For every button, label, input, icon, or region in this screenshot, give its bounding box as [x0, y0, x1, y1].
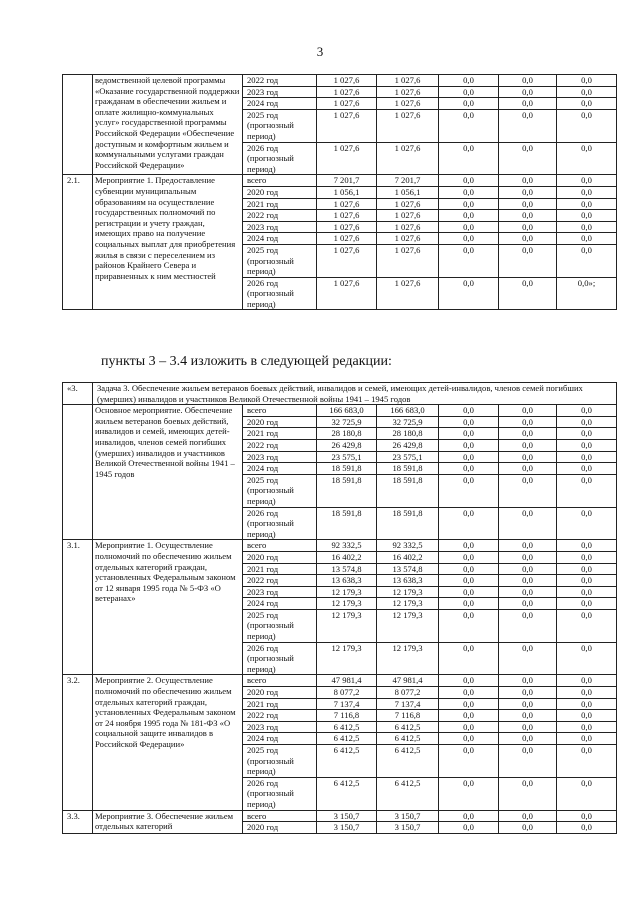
regional-budget-cell: 1 027,6	[377, 244, 439, 277]
federal-budget-cell: 0,0	[439, 98, 499, 110]
other-sources-cell: 0,0	[557, 810, 617, 822]
table-row	[63, 405, 617, 417]
period-cell: 2022 год	[243, 210, 317, 222]
item-number: 3.2.	[63, 675, 93, 810]
funding-table-task-3	[62, 382, 617, 834]
regional-budget-cell: 6 412,5	[377, 745, 439, 778]
other-sources-cell: 0,0	[557, 109, 617, 142]
period-cell: 2026 год (прогнозный период)	[243, 777, 317, 810]
regional-budget-cell: 1 027,6	[377, 109, 439, 142]
federal-budget-cell: 0,0	[439, 451, 499, 463]
item-name: ведомственной целевой программы «Оказание государственной поддержки гражданам в обеспечении жильем и оплате жилищно-коммунальных услуг» государственной программы Российской Федерации «Обеспечение доступным и комфортным жильем и коммунальными услугами граждан Российской Федерации»	[93, 75, 243, 175]
federal-budget-cell: 0,0	[439, 416, 499, 428]
local-budget-cell: 0,0	[499, 598, 557, 610]
local-budget-cell: 0,0	[499, 439, 557, 451]
other-sources-cell: 0,0	[557, 233, 617, 245]
total-cell: 1 027,6	[317, 221, 377, 233]
federal-budget-cell: 0,0	[439, 710, 499, 722]
regional-budget-cell: 1 027,6	[377, 233, 439, 245]
total-cell: 6 412,5	[317, 733, 377, 745]
regional-budget-cell: 3 150,7	[377, 810, 439, 822]
period-cell: 2024 год	[243, 463, 317, 475]
local-budget-cell: 0,0	[499, 777, 557, 810]
regional-budget-cell: 7 201,7	[377, 175, 439, 187]
local-budget-cell: 0,0	[499, 721, 557, 733]
other-sources-cell: 0,0	[557, 86, 617, 98]
item-number: 3.1.	[63, 540, 93, 675]
regional-budget-cell: 1 027,6	[377, 277, 439, 310]
other-sources-cell: 0,0	[557, 598, 617, 610]
other-sources-cell: 0,0	[557, 221, 617, 233]
table-row	[63, 810, 617, 822]
total-cell: 7 137,4	[317, 698, 377, 710]
total-cell: 6 412,5	[317, 745, 377, 778]
federal-budget-cell: 0,0	[439, 810, 499, 822]
local-budget-cell: 0,0	[499, 428, 557, 440]
regional-budget-cell: 47 981,4	[377, 675, 439, 687]
total-cell: 12 179,3	[317, 598, 377, 610]
task-description: Задача 3. Обеспечение жильем ветеранов боевых действий, инвалидов и семей, имеющих детей-инвалидов, членов семей погибших (умерших) инвалидов и участников Великой Отечественной войны 1941 – 1945 годов	[93, 383, 617, 405]
federal-budget-cell: 0,0	[439, 244, 499, 277]
period-cell: 2025 год (прогнозный период)	[243, 109, 317, 142]
federal-budget-cell: 0,0	[439, 75, 499, 87]
other-sources-cell: 0,0	[557, 575, 617, 587]
total-cell: 13 638,3	[317, 575, 377, 587]
other-sources-cell: 0,0	[557, 474, 617, 507]
total-cell: 26 429,8	[317, 439, 377, 451]
other-sources-cell: 0,0	[557, 675, 617, 687]
other-sources-cell: 0,0	[557, 244, 617, 277]
period-cell: 2022 год	[243, 575, 317, 587]
period-cell: 2023 год	[243, 86, 317, 98]
other-sources-cell: 0,0	[557, 416, 617, 428]
federal-budget-cell: 0,0	[439, 109, 499, 142]
period-cell: 2024 год	[243, 733, 317, 745]
total-cell: 18 591,8	[317, 474, 377, 507]
local-budget-cell: 0,0	[499, 109, 557, 142]
local-budget-cell: 0,0	[499, 733, 557, 745]
total-cell: 1 027,6	[317, 210, 377, 222]
total-cell: 18 591,8	[317, 507, 377, 540]
local-budget-cell: 0,0	[499, 98, 557, 110]
other-sources-cell: 0,0	[557, 507, 617, 540]
local-budget-cell: 0,0	[499, 540, 557, 552]
local-budget-cell: 0,0	[499, 710, 557, 722]
local-budget-cell: 0,0	[499, 586, 557, 598]
other-sources-cell: 0,0	[557, 609, 617, 642]
local-budget-cell: 0,0	[499, 575, 557, 587]
total-cell: 23 575,1	[317, 451, 377, 463]
regional-budget-cell: 26 429,8	[377, 439, 439, 451]
period-cell: 2021 год	[243, 698, 317, 710]
total-cell: 7 201,7	[317, 175, 377, 187]
total-cell: 12 179,3	[317, 586, 377, 598]
federal-budget-cell: 0,0	[439, 540, 499, 552]
federal-budget-cell: 0,0	[439, 687, 499, 699]
period-cell: 2021 год	[243, 563, 317, 575]
total-cell: 92 332,5	[317, 540, 377, 552]
period-cell: 2025 год (прогнозный период)	[243, 745, 317, 778]
total-cell: 1 027,6	[317, 109, 377, 142]
regional-budget-cell: 1 027,6	[377, 98, 439, 110]
regional-budget-cell: 18 591,8	[377, 474, 439, 507]
period-cell: 2023 год	[243, 451, 317, 463]
federal-budget-cell: 0,0	[439, 609, 499, 642]
other-sources-cell: 0,0	[557, 586, 617, 598]
regional-budget-cell: 12 179,3	[377, 642, 439, 675]
period-cell: 2020 год	[243, 687, 317, 699]
other-sources-cell: 0,0	[557, 186, 617, 198]
local-budget-cell: 0,0	[499, 142, 557, 175]
total-cell: 1 027,6	[317, 198, 377, 210]
period-cell: 2026 год (прогнозный период)	[243, 142, 317, 175]
other-sources-cell: 0,0	[557, 451, 617, 463]
federal-budget-cell: 0,0	[439, 198, 499, 210]
total-cell: 12 179,3	[317, 642, 377, 675]
federal-budget-cell: 0,0	[439, 210, 499, 222]
federal-budget-cell: 0,0	[439, 463, 499, 475]
total-cell: 1 027,6	[317, 142, 377, 175]
other-sources-cell: 0,0	[557, 721, 617, 733]
federal-budget-cell: 0,0	[439, 175, 499, 187]
federal-budget-cell: 0,0	[439, 186, 499, 198]
regional-budget-cell: 8 077,2	[377, 687, 439, 699]
period-cell: 2020 год	[243, 186, 317, 198]
item-name: Мероприятие 1. Осуществление полномочий по обеспечению жильем отдельных категорий граждан, установленных Федеральным законом от 12 января 1995 года № 5-ФЗ «О ветеранах»	[93, 540, 243, 675]
total-cell: 1 027,6	[317, 277, 377, 310]
item-name: Основное мероприятие. Обеспечение жильем ветеранов боевых действий, инвалидов и семей, имеющих детей-инвалидов, членов семей погибших (умерших) инвалидов и участников Великой Отечественной войны 1941 – 1945 годов	[93, 405, 243, 540]
federal-budget-cell: 0,0	[439, 598, 499, 610]
other-sources-cell: 0,0	[557, 98, 617, 110]
federal-budget-cell: 0,0	[439, 277, 499, 310]
regional-budget-cell: 6 412,5	[377, 733, 439, 745]
federal-budget-cell: 0,0	[439, 721, 499, 733]
federal-budget-cell: 0,0	[439, 233, 499, 245]
local-budget-cell: 0,0	[499, 822, 557, 834]
local-budget-cell: 0,0	[499, 698, 557, 710]
federal-budget-cell: 0,0	[439, 745, 499, 778]
local-budget-cell: 0,0	[499, 277, 557, 310]
other-sources-cell: 0,0	[557, 142, 617, 175]
federal-budget-cell: 0,0	[439, 733, 499, 745]
other-sources-cell: 0,0	[557, 563, 617, 575]
total-cell: 8 077,2	[317, 687, 377, 699]
regional-budget-cell: 12 179,3	[377, 609, 439, 642]
federal-budget-cell: 0,0	[439, 642, 499, 675]
table-row	[63, 75, 617, 87]
regional-budget-cell: 1 027,6	[377, 86, 439, 98]
local-budget-cell: 0,0	[499, 451, 557, 463]
local-budget-cell: 0,0	[499, 687, 557, 699]
item-number: 2.1.	[63, 175, 93, 310]
total-cell: 7 116,8	[317, 710, 377, 722]
federal-budget-cell: 0,0	[439, 428, 499, 440]
regional-budget-cell: 1 027,6	[377, 210, 439, 222]
total-cell: 18 591,8	[317, 463, 377, 475]
period-cell: всего	[243, 810, 317, 822]
funding-table-continued	[62, 74, 617, 310]
local-budget-cell: 0,0	[499, 210, 557, 222]
regional-budget-cell: 28 180,8	[377, 428, 439, 440]
regional-budget-cell: 7 137,4	[377, 698, 439, 710]
total-cell: 1 027,6	[317, 233, 377, 245]
task-row	[63, 383, 617, 405]
local-budget-cell: 0,0	[499, 416, 557, 428]
local-budget-cell: 0,0	[499, 563, 557, 575]
local-budget-cell: 0,0	[499, 507, 557, 540]
other-sources-cell: 0,0	[557, 642, 617, 675]
other-sources-cell: 0,0	[557, 75, 617, 87]
item-name: Мероприятие 2. Осуществление полномочий по обеспечению жильем отдельных категорий граждан, установленных Федеральным законом от 24 ноября 1995 года № 181-ФЗ «О социальной защите инвалидов в Российской Федерации»	[93, 675, 243, 810]
period-cell: 2024 год	[243, 233, 317, 245]
regional-budget-cell: 12 179,3	[377, 598, 439, 610]
total-cell: 6 412,5	[317, 721, 377, 733]
regional-budget-cell: 1 056,1	[377, 186, 439, 198]
period-cell: 2021 год	[243, 428, 317, 440]
other-sources-cell: 0,0	[557, 439, 617, 451]
federal-budget-cell: 0,0	[439, 439, 499, 451]
period-cell: 2022 год	[243, 75, 317, 87]
period-cell: 2025 год (прогнозный период)	[243, 474, 317, 507]
regional-budget-cell: 1 027,6	[377, 221, 439, 233]
total-cell: 1 027,6	[317, 98, 377, 110]
local-budget-cell: 0,0	[499, 233, 557, 245]
period-cell: 2026 год (прогнозный период)	[243, 642, 317, 675]
federal-budget-cell: 0,0	[439, 563, 499, 575]
other-sources-cell: 0,0	[557, 405, 617, 417]
total-cell: 166 683,0	[317, 405, 377, 417]
other-sources-cell: 0,0	[557, 210, 617, 222]
regional-budget-cell: 166 683,0	[377, 405, 439, 417]
period-cell: 2020 год	[243, 416, 317, 428]
regional-budget-cell: 1 027,6	[377, 198, 439, 210]
period-cell: всего	[243, 175, 317, 187]
item-number	[63, 75, 93, 175]
total-cell: 3 150,7	[317, 822, 377, 834]
period-cell: 2024 год	[243, 598, 317, 610]
federal-budget-cell: 0,0	[439, 586, 499, 598]
local-budget-cell: 0,0	[499, 642, 557, 675]
period-cell: 2025 год (прогнозный период)	[243, 609, 317, 642]
regional-budget-cell: 13 574,8	[377, 563, 439, 575]
other-sources-cell: 0,0	[557, 540, 617, 552]
table-row	[63, 540, 617, 552]
table-row	[63, 175, 617, 187]
other-sources-cell: 0,0»;	[557, 277, 617, 310]
total-cell: 6 412,5	[317, 777, 377, 810]
local-budget-cell: 0,0	[499, 551, 557, 563]
period-cell: 2023 год	[243, 586, 317, 598]
total-cell: 1 027,6	[317, 86, 377, 98]
period-cell: 2026 год (прогнозный период)	[243, 507, 317, 540]
federal-budget-cell: 0,0	[439, 142, 499, 175]
local-budget-cell: 0,0	[499, 198, 557, 210]
federal-budget-cell: 0,0	[439, 777, 499, 810]
federal-budget-cell: 0,0	[439, 507, 499, 540]
total-cell: 16 402,2	[317, 551, 377, 563]
regional-budget-cell: 32 725,9	[377, 416, 439, 428]
local-budget-cell: 0,0	[499, 186, 557, 198]
period-cell: 2024 год	[243, 98, 317, 110]
federal-budget-cell: 0,0	[439, 822, 499, 834]
period-cell: 2020 год	[243, 822, 317, 834]
local-budget-cell: 0,0	[499, 244, 557, 277]
item-name: Мероприятие 3. Обеспечение жильем отдельных категорий	[93, 810, 243, 833]
other-sources-cell: 0,0	[557, 777, 617, 810]
local-budget-cell: 0,0	[499, 745, 557, 778]
regional-budget-cell: 12 179,3	[377, 586, 439, 598]
local-budget-cell: 0,0	[499, 405, 557, 417]
federal-budget-cell: 0,0	[439, 675, 499, 687]
other-sources-cell: 0,0	[557, 463, 617, 475]
period-cell: 2020 год	[243, 551, 317, 563]
regional-budget-cell: 18 591,8	[377, 507, 439, 540]
item-number	[63, 405, 93, 540]
federal-budget-cell: 0,0	[439, 86, 499, 98]
period-cell: 2022 год	[243, 710, 317, 722]
local-budget-cell: 0,0	[499, 175, 557, 187]
other-sources-cell: 0,0	[557, 198, 617, 210]
other-sources-cell: 0,0	[557, 551, 617, 563]
period-cell: всего	[243, 675, 317, 687]
period-cell: всего	[243, 540, 317, 552]
period-cell: 2023 год	[243, 721, 317, 733]
local-budget-cell: 0,0	[499, 474, 557, 507]
period-cell: 2022 год	[243, 439, 317, 451]
regional-budget-cell: 1 027,6	[377, 75, 439, 87]
federal-budget-cell: 0,0	[439, 698, 499, 710]
regional-budget-cell: 13 638,3	[377, 575, 439, 587]
other-sources-cell: 0,0	[557, 175, 617, 187]
local-budget-cell: 0,0	[499, 810, 557, 822]
regional-budget-cell: 16 402,2	[377, 551, 439, 563]
regional-budget-cell: 3 150,7	[377, 822, 439, 834]
period-cell: 2025 год (прогнозный период)	[243, 244, 317, 277]
regional-budget-cell: 23 575,1	[377, 451, 439, 463]
regional-budget-cell: 6 412,5	[377, 777, 439, 810]
total-cell: 1 027,6	[317, 75, 377, 87]
total-cell: 1 027,6	[317, 244, 377, 277]
page-number: 3	[316, 44, 324, 59]
total-cell: 1 056,1	[317, 186, 377, 198]
period-cell: 2023 год	[243, 221, 317, 233]
other-sources-cell: 0,0	[557, 822, 617, 834]
other-sources-cell: 0,0	[557, 428, 617, 440]
other-sources-cell: 0,0	[557, 698, 617, 710]
local-budget-cell: 0,0	[499, 463, 557, 475]
item-name: Мероприятие 1. Предоставление субвенции муниципальным образованиям на осуществление государственных полномочий по регистрации и учету граждан, имеющих право на получение социальных выплат для приобретения жилья в связи с переселением из районов Крайнего Севера и приравненных к ним местностей	[93, 175, 243, 310]
regional-budget-cell: 92 332,5	[377, 540, 439, 552]
regional-budget-cell: 6 412,5	[377, 721, 439, 733]
item-number: 3.3.	[63, 810, 93, 833]
federal-budget-cell: 0,0	[439, 474, 499, 507]
total-cell: 13 574,8	[317, 563, 377, 575]
local-budget-cell: 0,0	[499, 221, 557, 233]
total-cell: 47 981,4	[317, 675, 377, 687]
total-cell: 28 180,8	[317, 428, 377, 440]
total-cell: 12 179,3	[317, 609, 377, 642]
regional-budget-cell: 7 116,8	[377, 710, 439, 722]
federal-budget-cell: 0,0	[439, 221, 499, 233]
regional-budget-cell: 18 591,8	[377, 463, 439, 475]
other-sources-cell: 0,0	[557, 745, 617, 778]
task-number: «3.	[63, 383, 93, 405]
period-cell: 2026 год (прогнозный период)	[243, 277, 317, 310]
local-budget-cell: 0,0	[499, 675, 557, 687]
total-cell: 32 725,9	[317, 416, 377, 428]
local-budget-cell: 0,0	[499, 75, 557, 87]
federal-budget-cell: 0,0	[439, 551, 499, 563]
section-heading: пункты 3 – 3.4 изложить в следующей редакции:	[101, 354, 392, 369]
period-cell: 2021 год	[243, 198, 317, 210]
federal-budget-cell: 0,0	[439, 405, 499, 417]
regional-budget-cell: 1 027,6	[377, 142, 439, 175]
other-sources-cell: 0,0	[557, 733, 617, 745]
total-cell: 3 150,7	[317, 810, 377, 822]
local-budget-cell: 0,0	[499, 609, 557, 642]
federal-budget-cell: 0,0	[439, 575, 499, 587]
other-sources-cell: 0,0	[557, 687, 617, 699]
period-cell: всего	[243, 405, 317, 417]
other-sources-cell: 0,0	[557, 710, 617, 722]
local-budget-cell: 0,0	[499, 86, 557, 98]
table-row	[63, 675, 617, 687]
